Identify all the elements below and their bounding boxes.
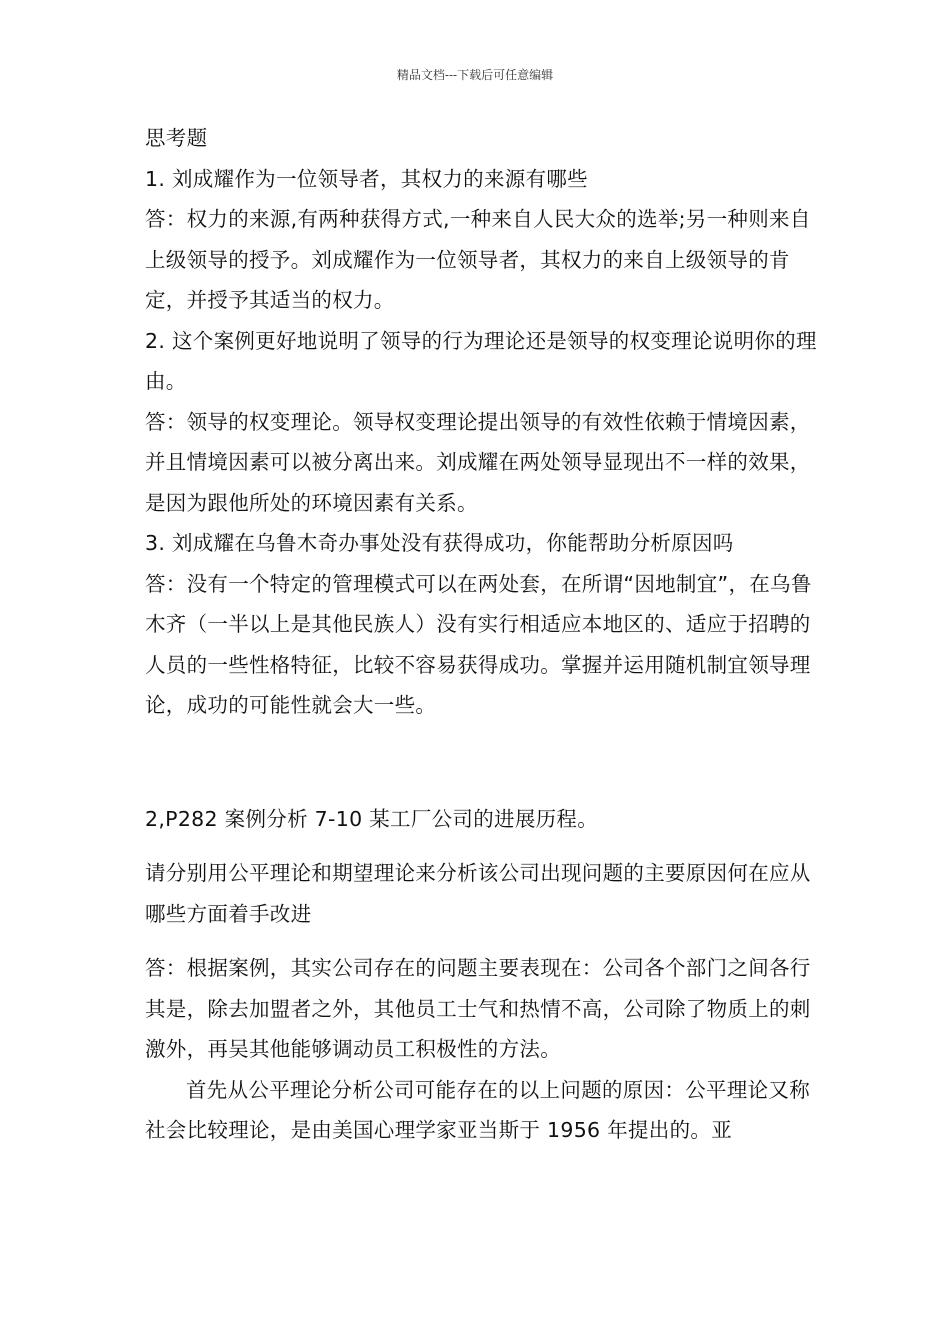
case-analysis: 首先从公平理论分析公司可能存在的以上问题的原因：公平理论又称社会比较理论，是由美国心理学家亚当斯于 1956 年提出的。亚 — [145, 1077, 810, 1142]
answer-2: 答：领导的权变理论。领导权变理论提出领导的有效性依赖于情境因素，并且情境因素可以被分离出来。刘成耀在两处领导显现出不一样的效果，是因为跟他所处的环境因素有关系。 — [145, 409, 811, 515]
answer-3: 答：没有一个特定的管理模式可以在两处套，在所谓“因地制宜”，在乌鲁木齐（一半以上是其他民族人）没有实行相适应本地区的、适应于招聘的人员的一些性格特征，比较不容易获得成功。掌握并运用随机制宜领导理论，成功的可能性就会大一些。 — [145, 571, 812, 717]
document-body — [145, 118, 825, 1151]
answer-1: 答：权力的来源,有两种获得方式,一种来自人民大众的选举;另一种则来自上级领导的授予。刘成耀作为一位领导者，其权力的来自上级领导的肯定，并授予其适当的权力。 — [145, 207, 811, 312]
spacer — [145, 726, 825, 799]
question-2: 2. 这个案例更好地说明了领导的行为理论还是领导的权变理论说明你的理由。 — [145, 328, 817, 393]
case-answer: 答：根据案例，其实公司存在的问题主要表现在：公司各个部门之间各行其是，除去加盟者之外，其他员工士气和热情不高，公司除了物质上的刺激外，再吴其他能够调动员工积极性的方法。 — [145, 956, 811, 1061]
spacer — [145, 839, 825, 853]
question-1: 1. 刘成耀作为一位领导者，其权力的来源有哪些 — [145, 166, 588, 191]
spacer — [145, 934, 825, 948]
case-question: 请分别用公平理论和期望理论来分析该公司出现问题的主要原因何在应从哪些方面着手改进 — [145, 861, 811, 926]
page-header: 精品文档---下载后可任意编辑 — [396, 68, 554, 82]
case-heading: 2,P282 案例分析 7-10 某工厂公司的进展历程。 — [145, 806, 599, 831]
question-3: 3. 刘成耀在乌鲁木奇办事处没有获得成功，你能帮助分析原因吗 — [145, 531, 734, 555]
section-title: 思考题 — [145, 126, 208, 150]
